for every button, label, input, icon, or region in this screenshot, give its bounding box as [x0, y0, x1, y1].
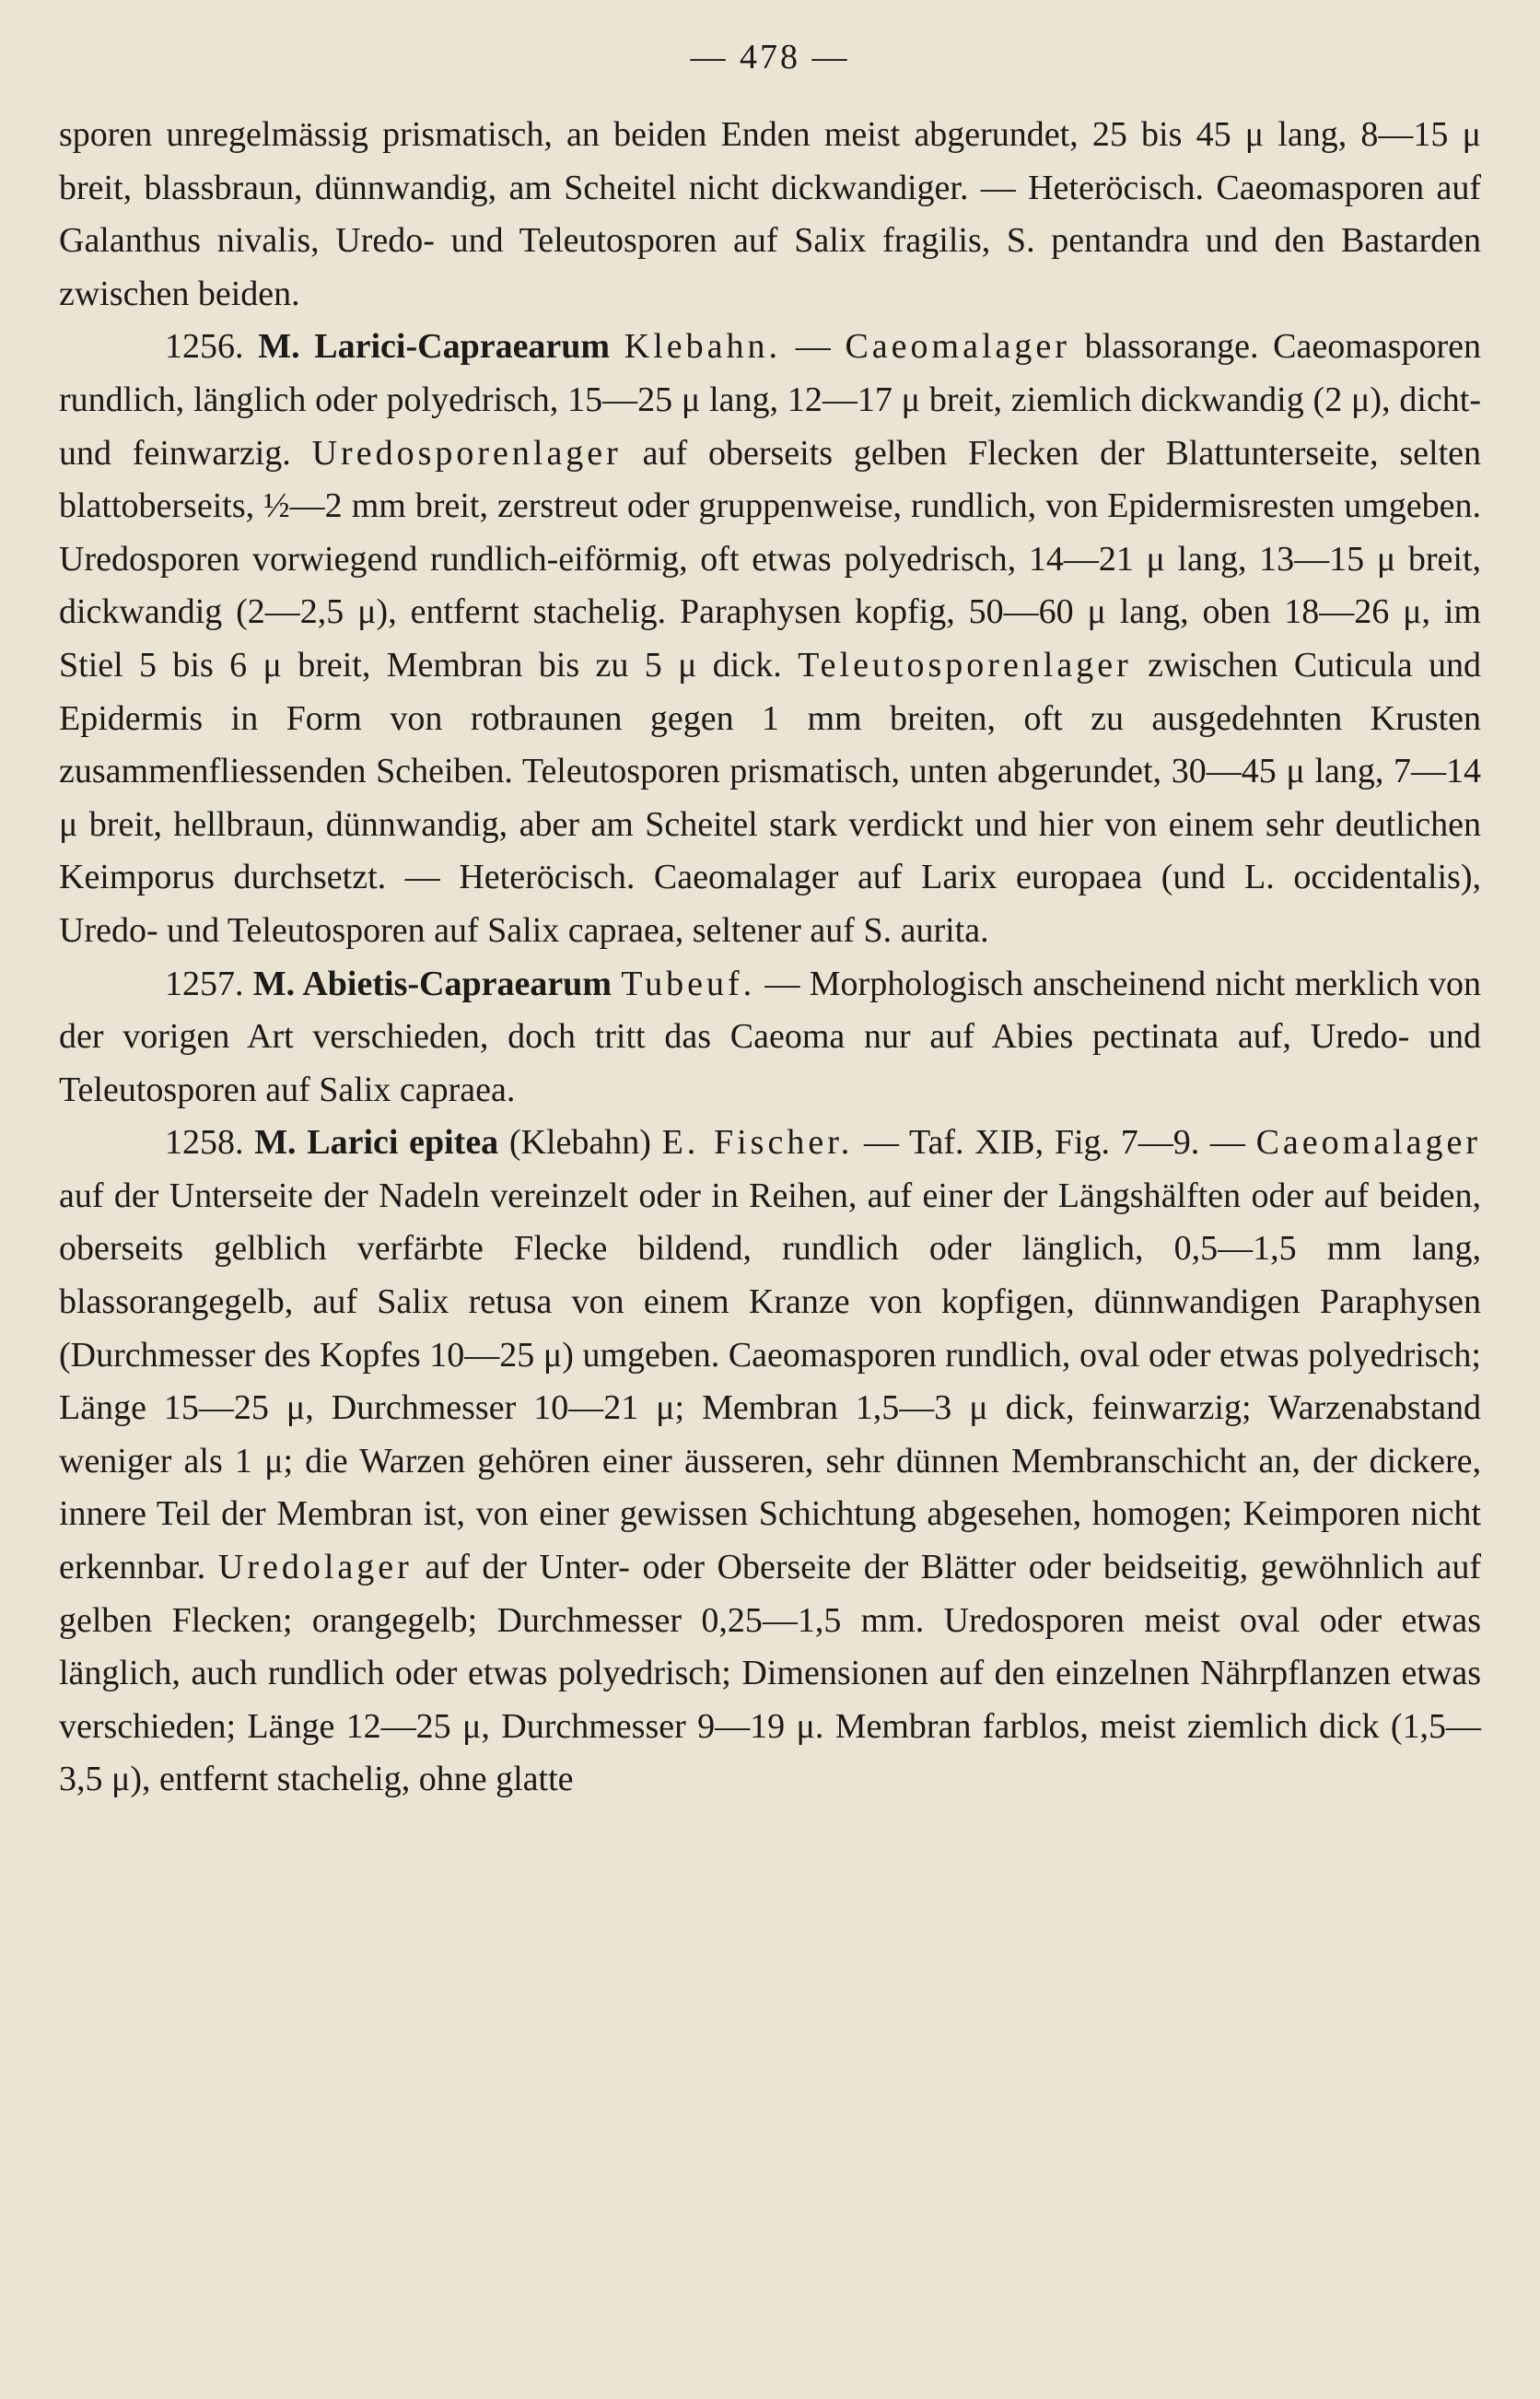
species-authority-part: (Klebahn) — [498, 1123, 662, 1163]
entry-text: — Morphologisch anscheinend nicht merklich von der vorigen Art verschieden, doch tritt das Caeoma nur auf Abies pectinata auf, Uredo- und Teleutosporen auf Salix capraea. — [59, 964, 1482, 1109]
entry-text: auf der Unterseite der Nadeln vereinzelt oder in Reihen, auf einer der Längshälften oder auf beiden, oberseits gelblich verfärbte Flecke bildend, rundlich oder länglich, 0,5—1,5 mm lang, blassorangegelb, auf Salix retusa von einem Kranze von kopfigen, dünnwandigen Paraphysen (Durchmesser des Kopfes 10—25 μ) umgeben. Caeomasporen rundlich, oval oder etwas polyedrisch; Länge 15—25 μ, Durchmesser 10—21 μ; Membran 1,5—3 μ dick, feinwarzig; Warzenabstand weniger als 1 μ; die Warzen gehören einer äusseren, sehr dünnen Membranschicht an, der dickere, innere Teil der Membran ist, von einer gewissen Schichtung abgesehen, homogen; Keimporen nicht erkennbar. — [59, 1176, 1481, 1587]
species-name: M. Larici-Capraearum — [258, 327, 611, 367]
species-name: M. Abietis-Capraearum — [252, 964, 612, 1003]
entry-number: 1256. — [165, 327, 244, 367]
entry-text: auf oberseits gelben Flecken der Blattunterseite, selten blattoberseits, ½—2 mm breit, zerstreut oder gruppenweise, rundlich, von Epidermisresten umgeben. Uredosporen vorwiegend rundlich-eiförmig, oft etwas polyedrisch, 14—21 μ lang, 13—15 μ breit, dickwandig (2—2,5 μ), entfernt stachelig. Paraphysen kopfig, 50—60 μ lang, oben 18—26 μ, im Stiel 5 bis 6 μ breit, Membran bis zu 5 μ dick. — [59, 433, 1481, 685]
paragraph-continuation: sporen unregelmässig prismatisch, an beiden Enden meist abgerundet, 25 bis 45 μ lang, 8—15 μ breit, blassbraun, dünnwandig, am Scheitel nicht dickwandiger. — Heteröcisch. Caeomasporen auf Galanthus nivalis, Uredo- und Teleutosporen auf Salix fragilis, S. pentandra und den Bastarden zwischen beiden. — [59, 115, 1481, 313]
species-authority: Tubeuf. — [621, 964, 756, 1003]
entry-number: 1257. — [165, 964, 244, 1003]
entry-number: 1258. — [165, 1123, 244, 1163]
caeoma-label: Caeomalager — [845, 327, 1070, 367]
entry-1257 — [59, 958, 1481, 1118]
entry-1256 — [59, 321, 1481, 957]
page-body — [59, 109, 1481, 1807]
species-authority: Klebahn. — [624, 327, 782, 367]
species-name: M. Larici epitea — [254, 1123, 499, 1163]
uredo-label: Uredolager — [217, 1548, 413, 1587]
page-number: — 478 — — [690, 38, 850, 76]
plate-reference: — Taf. XIB, Fig. 7—9. — — [853, 1123, 1256, 1163]
entry-text: auf der Unter- oder Oberseite der Blätter oder beidseitig, gewöhnlich auf gelben Flecken; orangegelb; Durchmesser 0,25—1,5 mm. Uredosporen meist oval oder etwas länglich, auch rundlich oder etwas polyedrisch; Dimensionen auf den einzelnen Nährpflanzen etwas verschieden; Länge 12—25 μ, Durchmesser 9—19 μ. Membran farblos, meist ziemlich dick (1,5—3,5 μ), entfernt stachelig, ohne glatte — [59, 1548, 1481, 1799]
entry-text: blassorange. Caeomasporen rundlich, länglich oder polyedrisch, 15—25 μ lang, 12—17 μ breit, ziemlich dickwandig (2 μ), dicht- und feinwarzig. — [59, 327, 1481, 473]
dash: — — [781, 327, 846, 367]
species-authority: E. Fischer. — [661, 1123, 854, 1163]
entry-text: zwischen Cuticula und Epidermis in Form von rotbraunen gegen 1 mm breiten, oft zu ausgedehnten Krusten zusammenfliessenden Scheiben. Teleutosporen prismatisch, unten abgerundet, 30—45 μ lang, 7—14 μ breit, hellbraun, dünnwandig, aber am Scheitel stark verdickt und hier von einem sehr deutlichen Keimporus durchsetzt. — Heteröcisch. Caeomalager auf Larix europaea (und L. occidentalis), Uredo- und Teleutosporen auf Salix capraea, seltener auf S. aurita. — [59, 645, 1481, 950]
uredo-label: Uredosporenlager — [311, 433, 622, 473]
teleuto-label: Teleutosporenlager — [798, 645, 1132, 685]
entry-1258 — [59, 1117, 1481, 1807]
caeoma-label: Caeomalager — [1255, 1123, 1482, 1163]
